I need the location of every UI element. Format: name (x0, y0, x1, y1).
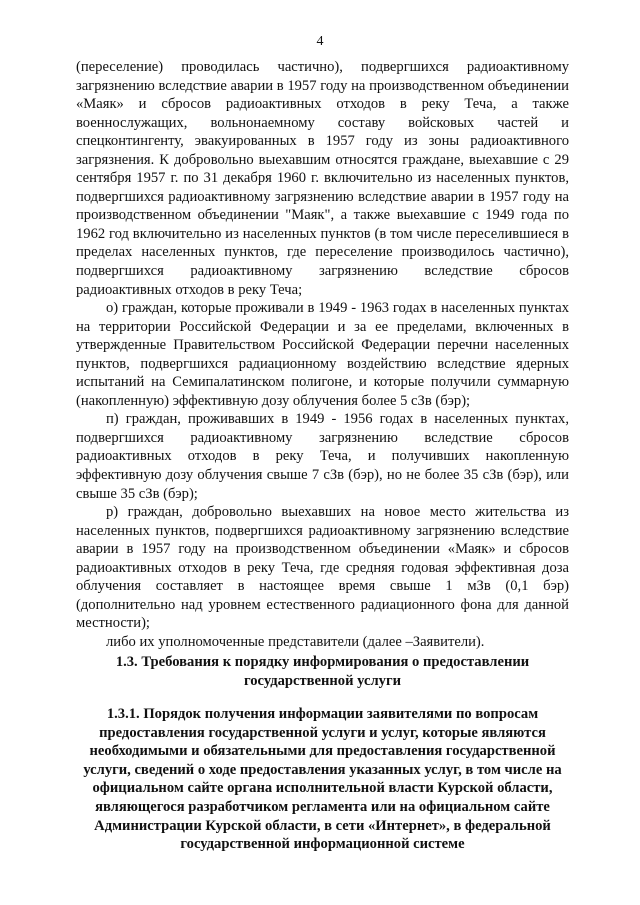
paragraph-item-r: р) граждан, добровольно выехавших на новое место жительства из населенных пунктов, подвергшихся радиоактивному загрязнению вследствие аварии в 1957 году на производственном объединении «Маяк» и сбросов радиоактивных отходов в реку Теча, где средняя годовая эффективная доза облучения составляет в настоящее время свыше 1 мЗв (0,1 бэр) (дополнительно над уровнем естественного радиационного фона для данной местности); (76, 504, 569, 632)
section-heading: 1.3. Требования к порядку информирования о предоставлении государственной услуги (115, 654, 530, 689)
paragraph-item-p: п) граждан, проживавших в 1949 - 1956 годах в населенных пунктах, подвергшихся радиоактивному загрязнению вследствие сбросов радиоактивных отходов в реку Теча, и получивших накопленную эффективную дозу облучения свыше 7 сЗв (бэр), но не более 35 сЗв (бэр), или свыше 35 сЗв (бэр); (76, 411, 569, 502)
page-number: 4 (316, 34, 324, 49)
paragraph-representatives: либо их уполномоченные представители (далее –Заявители). (106, 633, 485, 650)
paragraph-continuation: (переселение) проводилась частично), подвергшихся радиоактивному загрязнению вследствие аварии в 1957 году на производственном объединении «Маяк» и сбросов радиоактивных отходов в реку Теча, а также военнослужащих, вольнонаемному составу войсковых частей и спецконтингенту, эвакуированных в 1957 году из зоны радиоактивного загрязнения. К добровольно выехавшим относятся граждане, выехавшие с 29 сентября 1957 г. по 31 декабря 1960 г. включительно из населенных пунктов, подвергшихся радиоактивному загрязнению вследствие аварии в 1957 году на производственном объединении "Маяк", а также выехавшие с 1949 года по 1962 год включительно из населенных пунктов (в том числе переселившиеся в пределах населенных пунктов, где переселение производилось частично), подвергшихся радиоактивному загрязнению вследствие сбросов радиоактивных отходов в реку Теча; (76, 59, 569, 298)
document-body (76, 58, 569, 652)
paragraph-item-o: о) граждан, которые проживали в 1949 - 1963 годах в населенных пунктах на территории Российской Федерации и за ее пределами, включенных в утвержденные Правительством Российской Федерации перечни населенных пунктов, подвергшихся радиационному воздействию вследствие ядерных испытаний на Семипалатинском полигоне, и которые получили суммарную (накопленную) эффективную дозу облучения более 5 сЗв (бэр); (76, 300, 569, 409)
subsection-heading: 1.3.1. Порядок получения информации заявителями по вопросам предоставления государственной услуги и услуг, которые являются необходимыми и обязательными для предоставления государственной услуги, сведений о ходе предоставления указанных услуг, в том числе на официальном сайте органа исполнительной власти Курской области, являющегося разработчиком регламента или на официальном сайте Администрации Курской области, в сети «Интернет», в федеральной государственной информационной системе (83, 706, 562, 853)
